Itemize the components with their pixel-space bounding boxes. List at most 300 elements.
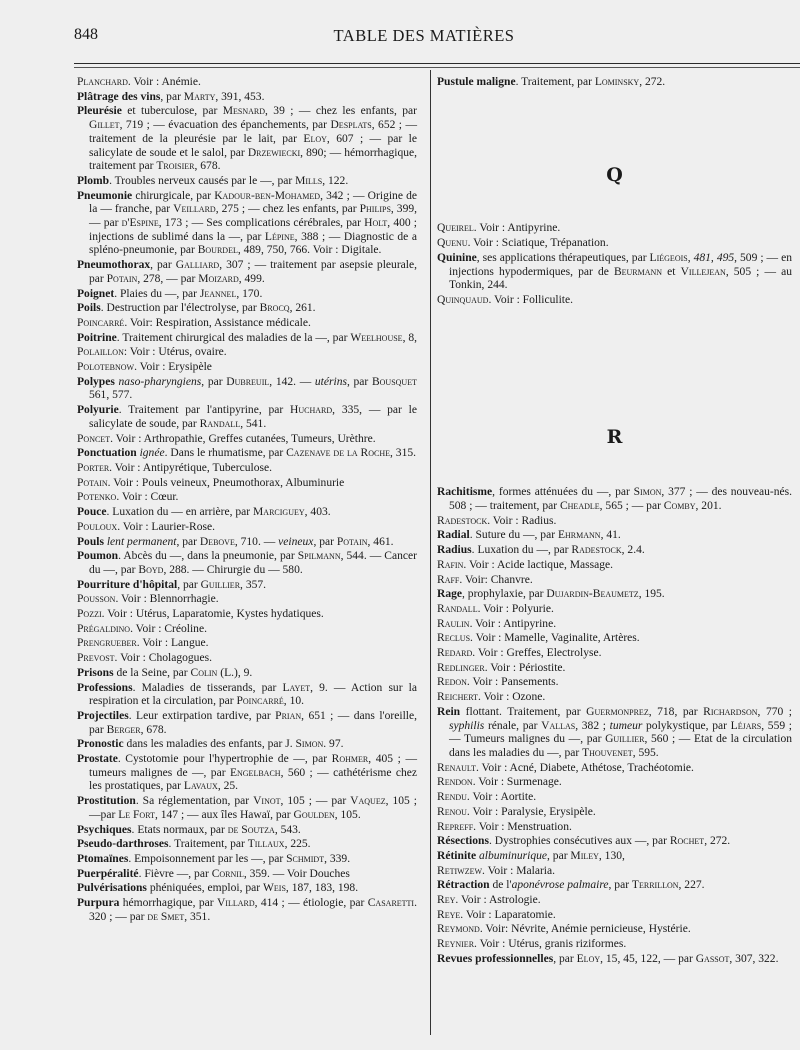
entry-author: Reclus [437,632,471,645]
entry-author: Gillet [89,119,120,132]
index-entry [77,795,417,822]
entry-text: . Voir : Utérus, Laparatomie, Kystes hydatiques. [101,608,324,621]
p-section-continued [437,76,792,90]
entry-author: Lominsky [594,76,640,88]
entry-headword: Rétinite [437,849,477,862]
entry-text: , 607 ; — par le salicylate de soude et le salol, par [89,132,417,159]
entry-text: , 403. [304,506,331,519]
entry-text: , 559 ; — Tumeurs malignes du —, par [449,719,792,746]
entry-text: de la Seine, par [113,666,191,679]
index-entry [437,806,792,820]
entry-author: Beurmann [613,265,663,278]
entry-author: de Smet [147,910,185,923]
entry-author: Poincarré [77,316,125,329]
entry-text: , 122. [322,174,349,187]
entry-text: . Voir: Respiration, Assistance médicale. [124,316,311,329]
entry-text: , 351. [184,910,211,923]
entry-author: Prégaldino [77,622,131,635]
index-entry [437,588,792,602]
index-entry [77,506,417,520]
entry-headword: Prostate [77,753,118,766]
entry-text: , 770 ; [757,705,793,718]
index-entry [77,838,417,852]
entry-text: . Voir : Antipyrine. [469,617,557,630]
entry-text: . Plaies du —, par [114,287,200,300]
entry-text: , par [553,952,577,965]
index-entry [77,91,417,105]
entry-text: et tuberculose, par [121,105,223,118]
entry-headword: Radius [437,544,472,557]
entry-author: Quenu [437,237,468,250]
entry-text: . Voir : Menstruation. [473,820,572,833]
entry-author: Redard [437,647,473,660]
entry-author: Rochet [669,835,705,848]
entry-text: , par [608,879,632,892]
index-entry [77,462,417,476]
entry-text: , 225. [284,838,311,851]
entry-text: . Fièvre —, par [138,867,212,880]
index-entry [437,237,792,251]
entry-author: Desplats [330,119,372,132]
index-entry [77,550,417,577]
entry-author: Repreff [437,820,474,833]
entry-author: Moizard [198,272,239,285]
entry-author: Boyd [138,563,164,576]
entry-text: . Voir : Cholagogues. [114,652,212,665]
entry-text: syphilis [449,719,485,732]
entry-author: Rey [437,894,456,907]
page-title: TABLE DES MATIÈRES [333,26,515,45]
entry-author: Huchard [290,404,333,417]
entry-author: Renou [437,805,467,818]
left-column [77,76,417,925]
entry-author: Vinot [253,795,281,808]
entry-author: de Soutza [227,823,275,836]
entry-headword: Pouls [77,535,104,548]
section-letter-r: R [606,425,623,448]
entry-text: aponévrose palmaire [511,879,609,892]
entry-text: , 405 ; — tumeurs malignes de —, par [89,753,417,779]
entry-text: . Voir : Anémie. [127,76,201,88]
entry-text: . Sa réglementation, par [135,795,254,808]
entry-text: . Voir : Antipyrétique, Tuberculose. [109,461,273,474]
entry-text: . Voir : Paralysie, Erysipèle. [466,805,596,818]
entry-text: , formes atténuées du —, par [492,486,634,499]
index-entry [77,897,417,924]
index-entry [437,850,792,864]
entry-text: . Troubles nerveux causés par le —, par [109,174,296,187]
entry-text: . Maladies de tisserands, par [132,681,283,694]
entry-text: , 595. [632,746,659,759]
index-entry [437,559,792,573]
entry-author: Comby [663,500,696,513]
entry-text: , 195. [638,588,665,601]
entry-text: . Voir : Malaria. [482,864,556,877]
entry-author: Goulden [293,808,335,821]
index-entry [437,762,792,776]
entry-text: , 307 ; — traitement par asepsie pleurale, par [89,259,418,285]
index-entry [437,544,792,558]
entry-author: Troisier [156,160,195,173]
entry-author: Polaillon [77,346,124,359]
index-entry [77,710,417,737]
index-entry [437,879,792,893]
entry-author: Polotebnow [77,361,135,374]
entry-text: , 391, 453. [215,90,265,103]
entry-text: rénale, par [484,719,542,732]
entry-author: Pousson [77,593,116,606]
index-entry [77,433,417,447]
entry-text: , 718, par [648,705,704,718]
entry-author: Rohmer [331,753,369,766]
entry-author: Poincarré [236,695,284,708]
entry-text: . Voir : Acné, Diabete, Athétose, Trachéotomie. [475,761,694,774]
entry-author: Terrillon [631,879,679,892]
entry-headword: Poitrine [77,331,117,344]
entry-author: Marty [183,90,216,103]
entry-text: de l' [489,879,512,892]
entry-author: Kadour-ben-Mohamed [214,189,321,202]
entry-headword: Psychiques [77,823,132,836]
index-entry [77,477,417,491]
entry-author: Redlinger [437,661,485,674]
entry-text: , par [176,535,200,548]
entry-headword: Rage [437,588,463,601]
entry-text: hémorrhagique, par [119,897,217,910]
entry-author: Bourdel [197,244,238,257]
column-divider [430,70,431,1035]
entry-author: Ehrmann [557,529,601,542]
entry-author: Eloy [303,132,327,145]
entry-text: , 651 ; — dans l'oreille, par [89,709,418,736]
index-entry [437,894,792,908]
entry-text: , 489, 750, 766. Voir : Digitale. [237,244,382,257]
index-entry [77,682,417,709]
entry-text: , 560 ; — cathétérisme chez les prostatiques, par [89,766,417,793]
entry-headword: Ptomaïnes [77,852,129,865]
entry-author: Guillier [605,733,645,746]
entry-author: Cazenave de la Roche [286,447,391,460]
entry-headword: Pustule maligne [437,76,516,88]
entry-text: . Voir : Utérus, granis riziformes. [474,938,627,951]
entry-headword: Pulvérisations [77,882,147,895]
entry-author: Weelhouse [350,331,403,344]
entry-author: Bousquet [371,375,417,388]
entry-text: , 505 ; — au Tonkin, 244. [449,265,792,292]
entry-text: , 15, 45, 122, — par [600,952,696,965]
entry-text: , par [160,90,184,103]
entry-text: , 560 ; — Etat de la circulation dans les maladies du —, par [449,733,792,759]
entry-headword: Radial [437,529,470,542]
entry-text: , 9. — Action sur la respiration et la circulation, par [89,681,417,708]
entry-headword: Ponctuation [77,447,137,460]
entry-text: , par [177,578,201,591]
entry-author: Jeannel [199,287,237,300]
entry-text: . Voir : Laurier-Rose. [117,520,215,533]
index-entry [77,105,417,174]
entry-text: . Voir : Surmenage. [472,776,562,789]
entry-author: Retiwzew [437,864,483,877]
entry-text: , 339. [324,852,351,865]
entry-text: , 201. [695,500,722,513]
entry-text: , 39 ; — chez les enfants, par [265,105,417,118]
index-entry [437,252,792,293]
entry-author: Layet [282,681,311,694]
entry-author: Veillard [173,203,216,216]
entry-text: . Leur extirpation tardive, par [128,709,276,722]
entry-headword: Revues professionnelles [437,952,554,965]
entry-author: Reymond [437,923,480,936]
entry-author: d'Espine [121,217,159,230]
entry-text: , 565 ; — par [599,500,664,513]
entry-text: . Destruction par l'électrolyse, par [100,302,260,315]
entry-text: , 227. [678,879,705,892]
entry-text: , 8, [402,331,417,344]
entry-text: , 315. [390,447,417,460]
entry-text: : Voir : Utérus, ovaire. [123,346,227,359]
entry-author: Engelbach [229,766,281,779]
index-entry [437,647,792,661]
entry-text: . Abcès du —, dans la pneumonie, par [118,550,298,563]
entry-author: Lavaux [183,780,218,793]
entry-author: Radestock [437,514,488,527]
index-entry [77,404,417,431]
index-entry [437,662,792,676]
index-entry [77,491,417,505]
entry-text: , 388 ; — Diagnostic de a spléno-pneumonie, par [89,230,417,257]
entry-text: tumeur [609,719,643,732]
entry-headword: Plâtrage des vins [77,90,161,103]
entry-author: Renault [437,761,476,774]
entry-text: , 335, — par le salicylate de soude, par [89,404,418,430]
entry-author: Queirel [437,222,474,235]
entry-headword: Pourriture d'hôpital [77,578,178,591]
entry-text: . Luxation du — en arrière, par [106,506,254,519]
entry-text: polykystique, par [642,719,731,732]
entry-text: . Voir : Polyurie. [477,602,554,615]
entry-text: . Dans le rhumatisme, par [164,447,287,460]
entry-author: Porter [77,461,110,474]
entry-author: Galliard [175,259,220,272]
entry-author: Berger [106,723,141,736]
index-entry [437,222,792,236]
entry-text: , 173 ; — Ses complications cérébrales, par [158,217,365,230]
entry-author: Simon [633,486,662,499]
entry-author: Dubreuil [226,375,270,388]
index-entry [77,608,417,622]
index-entry [437,909,792,923]
entry-author: Redon [437,676,467,689]
entry-author: Prevost [77,652,115,665]
entry-headword: Pseudo-darthroses [77,838,169,851]
index-entry [437,294,792,308]
index-entry [77,190,417,259]
entry-text: , 105. [334,808,361,821]
entry-text: , 147 ; — aux îles Hawaï, par [154,808,294,821]
entry-text: . Traitement, par [515,76,595,88]
entry-text: . Voir : Pouls veineux, Pneumothorax, Albuminurie [107,476,345,489]
entry-author: Léjars [730,719,762,732]
index-entry [437,706,792,761]
entry-text: , ses applications thérapeutiques, par [476,251,650,264]
entry-text: , 890; — hémorrhagique, traitement par [89,146,418,173]
index-entry [437,821,792,835]
entry-headword: Poumon [77,550,119,563]
entry-headword: Plomb [77,174,110,187]
entry-text: , 105 ; —par [89,795,417,821]
entry-text: , 543. [274,823,301,836]
entry-text: , 142. — [269,375,315,388]
entry-text: flottant. Traitement, par [460,705,587,718]
index-entry [77,652,417,666]
entry-text: . Voir: Névrite, Anémie pernicieuse, Hystérie. [479,923,691,936]
entry-author: Debove [199,535,235,548]
index-entry [77,623,417,637]
entry-author: Cheadle [559,500,600,513]
entry-headword: Polypes [77,375,115,388]
entry-author: Prengrueber [77,637,137,650]
entry-text: . Voir : Sciatique, Trépanation. [467,237,609,250]
entry-text: , 382 ; [575,719,610,732]
entry-author: Miley [570,849,599,862]
entry-author: Gassot [695,952,730,965]
entry-headword: Rétraction [437,879,490,892]
entry-author: Raulin [437,617,470,630]
entry-author: Potenko [77,491,117,504]
entry-headword: Résections [437,835,489,848]
entry-author: Eloy [576,952,601,965]
entry-text: . Voir : Greffes, Electrolyse. [472,647,602,660]
entry-headword: Rachitisme [437,486,493,499]
entry-text: utérins [314,375,347,388]
entry-text: , 9. [237,666,253,679]
entry-text: , 278, — par [137,272,199,285]
entry-author: J. Simon [285,738,324,751]
entry-text: veineux [278,535,314,548]
entry-text: . Voir: Chanvre. [459,573,533,586]
entry-headword: Professions [77,681,133,694]
entry-author: Planchard [77,76,128,88]
entry-author: Potain [77,476,108,489]
entry-text: . Luxation du —, par [471,544,572,557]
entry-author: Weis [263,882,286,895]
entry-text: lent permanent [106,535,177,548]
entry-text: . Voir : Créoline. [130,622,207,635]
entry-text: . Voir : Mamelle, Vaginalite, Artères. [470,632,640,645]
entry-text: , 357. [240,578,267,591]
entry-author: Lépine [264,230,295,243]
entry-author: Randall [437,602,478,615]
entry-text: . Voir : Périostite. [484,661,566,674]
entry-text: 561, 577. [89,389,133,402]
entry-author: Mills [295,174,323,187]
entry-author: Prian [275,709,302,722]
entry-author: Cornil [211,867,244,880]
entry-text: . Traitement chirurgical des maladies de la —, par [116,331,351,344]
entry-headword: Quinine [437,251,477,264]
page-number: 848 [74,26,98,43]
index-entry [437,776,792,790]
entry-author: Thouvenet [582,746,633,759]
entry-author: Randall [199,417,241,430]
entry-text: . Voir : Pansements. [466,676,559,689]
entry-headword: Projectiles [77,709,129,722]
index-entry [77,361,417,375]
entry-text: . Voir : Folliculite. [488,293,574,306]
index-entry [77,288,417,302]
entry-text: , 414 ; — étiologie, par [254,897,368,910]
index-entry [77,593,417,607]
entry-author: Brocq [259,302,290,315]
entry-text: , 105 ; — par [280,795,351,808]
entry-headword: Puerpéralité [77,867,139,880]
index-entry [77,868,417,882]
entry-text: . Suture du —, par [469,529,558,542]
entry-headword: Pleurésie [77,105,122,118]
entry-text: , 10. [283,695,305,708]
index-entry [77,76,417,90]
entry-text: , par [547,849,571,862]
index-entry [77,346,417,360]
entry-author: Rafin [437,558,464,571]
entry-text: . Empoisonnement par les —, par [128,852,287,865]
entry-text: , prophylaxie, par [462,588,547,601]
index-entry [77,853,417,867]
index-entry [437,529,792,543]
entry-text: phéniquées, emploi, par [146,882,264,895]
entry-author: Quinquaud [437,293,489,306]
entry-text: albuminurique [479,849,548,862]
entry-text: , 25. [217,780,239,793]
index-entry [77,738,417,752]
entry-text: , 541. [240,417,267,430]
entry-text: , 499. [238,272,265,285]
entry-headword: Pneumonie [77,189,133,202]
entry-author: Pozzi [77,608,102,621]
entry-headword: Prisons [77,666,114,679]
index-entry [77,824,417,838]
index-entry [437,691,792,705]
index-entry [77,302,417,316]
index-entry [77,521,417,535]
entry-text: . Voir : Blennorrhagie. [115,593,219,606]
index-entry [437,953,792,967]
entry-author: Schmidt [286,852,325,865]
index-entry [77,753,417,794]
entry-text: , par [150,259,176,272]
entry-text: . Etats normaux, par [131,823,228,836]
entry-text: , 678. [194,160,221,173]
page-header [74,26,774,46]
entry-author: Rendu [437,791,467,804]
entry-text: . Voir : Laparatomie. [460,908,556,921]
entry-author: Guillier [200,578,241,591]
entry-headword: Rein [437,705,461,718]
entry-author: Vaquez [350,795,386,808]
entry-text: . Voir : Astrologie. [455,894,541,907]
index-entry [437,676,792,690]
entry-text: , 509 ; — en injections hypodermiques, par de [449,251,792,278]
entry-author: Dujardin-Beaumetz [546,588,639,601]
entry-author: Philips [359,203,391,216]
entry-text: chirurgicale, par [132,189,215,202]
entry-author: Tillaux [247,838,285,851]
index-entry [437,618,792,632]
entry-author: Reynier [437,938,475,951]
entry-author: Pouloux [77,520,118,533]
entry-author: Marciguey [253,506,305,519]
r-section [437,486,792,966]
